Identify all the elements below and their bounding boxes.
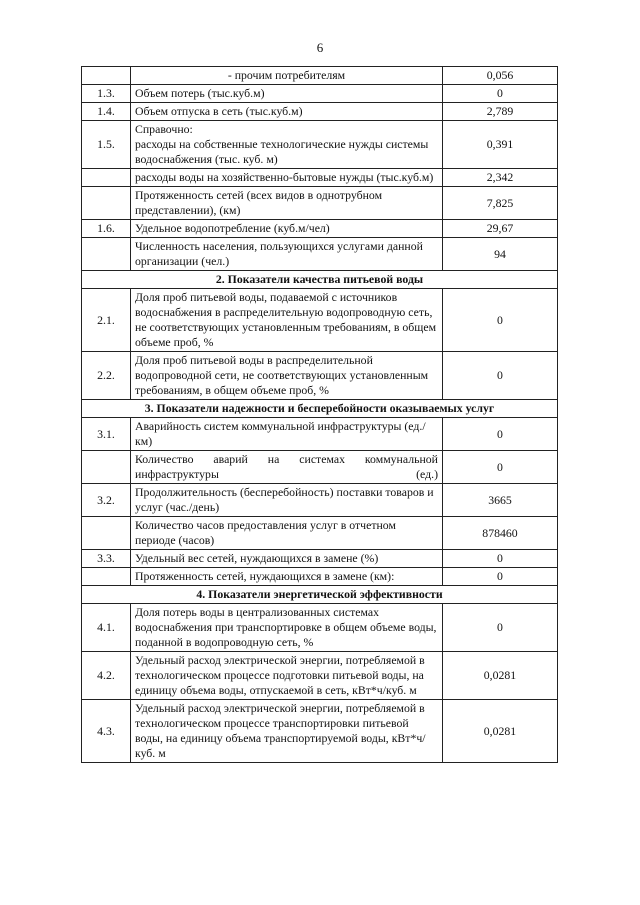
row-label: Доля проб питьевой воды, подаваемой с источников водоснабжения в распределительную водопроводную сеть, не соответствующих установленным требованиям, в общем объеме проб, % <box>131 289 443 352</box>
section-title: 2. Показатели качества питьевой воды <box>82 271 558 289</box>
section-title: 4. Показатели энергетической эффективности <box>82 586 558 604</box>
row-number: 4.2. <box>82 652 131 700</box>
row-value: 0 <box>443 451 558 484</box>
table-row <box>82 169 558 187</box>
row-label: Количество аварий на системах коммунальной инфраструктуры (ед.) <box>131 451 443 484</box>
table-row <box>82 451 558 484</box>
table-row <box>82 568 558 586</box>
row-value: 7,825 <box>443 187 558 220</box>
table-row <box>82 550 558 568</box>
row-value: 0,0281 <box>443 700 558 763</box>
table-row <box>82 652 558 700</box>
row-number: 1.6. <box>82 220 131 238</box>
row-value: 0 <box>443 604 558 652</box>
table-row <box>82 103 558 121</box>
table-row <box>82 121 558 169</box>
row-value: 0 <box>443 568 558 586</box>
row-value: 29,67 <box>443 220 558 238</box>
row-label: Объем потерь (тыс.куб.м) <box>131 85 443 103</box>
row-value: 0 <box>443 550 558 568</box>
row-value: 0 <box>443 85 558 103</box>
table-row <box>82 85 558 103</box>
row-number <box>82 238 131 271</box>
row-label: Справочно: расходы на собственные технологические нужды системы водоснабжения (тыс. куб. м) <box>131 121 443 169</box>
section-header-row <box>82 271 558 289</box>
row-label: Протяженность сетей, нуждающихся в замене (км): <box>131 568 443 586</box>
row-value: 2,789 <box>443 103 558 121</box>
section-header-row <box>82 400 558 418</box>
row-value: 3665 <box>443 484 558 517</box>
table-row <box>82 604 558 652</box>
row-value: 0,056 <box>443 67 558 85</box>
table-row <box>82 352 558 400</box>
row-number <box>82 67 131 85</box>
section-header-row <box>82 586 558 604</box>
row-number: 1.5. <box>82 121 131 169</box>
row-number: 3.1. <box>82 418 131 451</box>
row-label: Удельный расход электрической энергии, потребляемой в технологическом процессе транспортировки питьевой воды, на единицу объема транспортируемой воды, кВт*ч/куб. м <box>131 700 443 763</box>
row-label: Доля проб питьевой воды в распределительной водопроводной сети, не соответствующих установленным требованиям, в общем объеме проб, % <box>131 352 443 400</box>
indicators-table <box>81 66 558 763</box>
row-value: 0,391 <box>443 121 558 169</box>
row-number: 3.3. <box>82 550 131 568</box>
row-label: Численность населения, пользующихся услугами данной организации (чел.) <box>131 238 443 271</box>
row-value: 878460 <box>443 517 558 550</box>
row-label: Продолжительность (бесперебойность) поставки товаров и услуг (час./день) <box>131 484 443 517</box>
table-row <box>82 484 558 517</box>
row-number: 1.4. <box>82 103 131 121</box>
row-number <box>82 451 131 484</box>
row-label: Удельное водопотребление (куб.м/чел) <box>131 220 443 238</box>
row-number: 2.1. <box>82 289 131 352</box>
row-number <box>82 187 131 220</box>
row-label: Количество часов предоставления услуг в отчетном периоде (часов) <box>131 517 443 550</box>
row-value: 0,0281 <box>443 652 558 700</box>
table-row <box>82 67 558 85</box>
table-row <box>82 517 558 550</box>
row-label: Объем отпуска в сеть (тыс.куб.м) <box>131 103 443 121</box>
row-label: Удельный вес сетей, нуждающихся в замене (%) <box>131 550 443 568</box>
table-row <box>82 238 558 271</box>
table-row <box>82 289 558 352</box>
row-value: 0 <box>443 352 558 400</box>
page-number: 6 <box>316 40 324 55</box>
row-label: расходы воды на хозяйственно-бытовые нужды (тыс.куб.м) <box>131 169 443 187</box>
section-title: 3. Показатели надежности и бесперебойности оказываемых услуг <box>82 400 558 418</box>
table-row <box>82 220 558 238</box>
row-label: Аварийность систем коммунальной инфраструктуры (ед./км) <box>131 418 443 451</box>
row-number <box>82 517 131 550</box>
row-number: 2.2. <box>82 352 131 400</box>
table-row <box>82 700 558 763</box>
row-number: 4.1. <box>82 604 131 652</box>
row-label: Доля потерь воды в централизованных системах водоснабжения при транспортировке в общем объеме воды, поданной в водопроводную сеть, % <box>131 604 443 652</box>
row-value: 2,342 <box>443 169 558 187</box>
table-row <box>82 187 558 220</box>
row-number <box>82 568 131 586</box>
row-number: 1.3. <box>82 85 131 103</box>
row-label: Протяженность сетей (всех видов в однотрубном представлении), (км) <box>131 187 443 220</box>
row-value: 0 <box>443 289 558 352</box>
row-label: - прочим потребителям <box>131 67 443 85</box>
row-number: 4.3. <box>82 700 131 763</box>
row-value: 94 <box>443 238 558 271</box>
table-row <box>82 418 558 451</box>
row-number: 3.2. <box>82 484 131 517</box>
row-label: Удельный расход электрической энергии, потребляемой в технологическом процессе подготовки питьевой воды, на единицу объема воды, отпускаемой в сеть, кВт*ч/куб. м <box>131 652 443 700</box>
row-number <box>82 169 131 187</box>
row-value: 0 <box>443 418 558 451</box>
